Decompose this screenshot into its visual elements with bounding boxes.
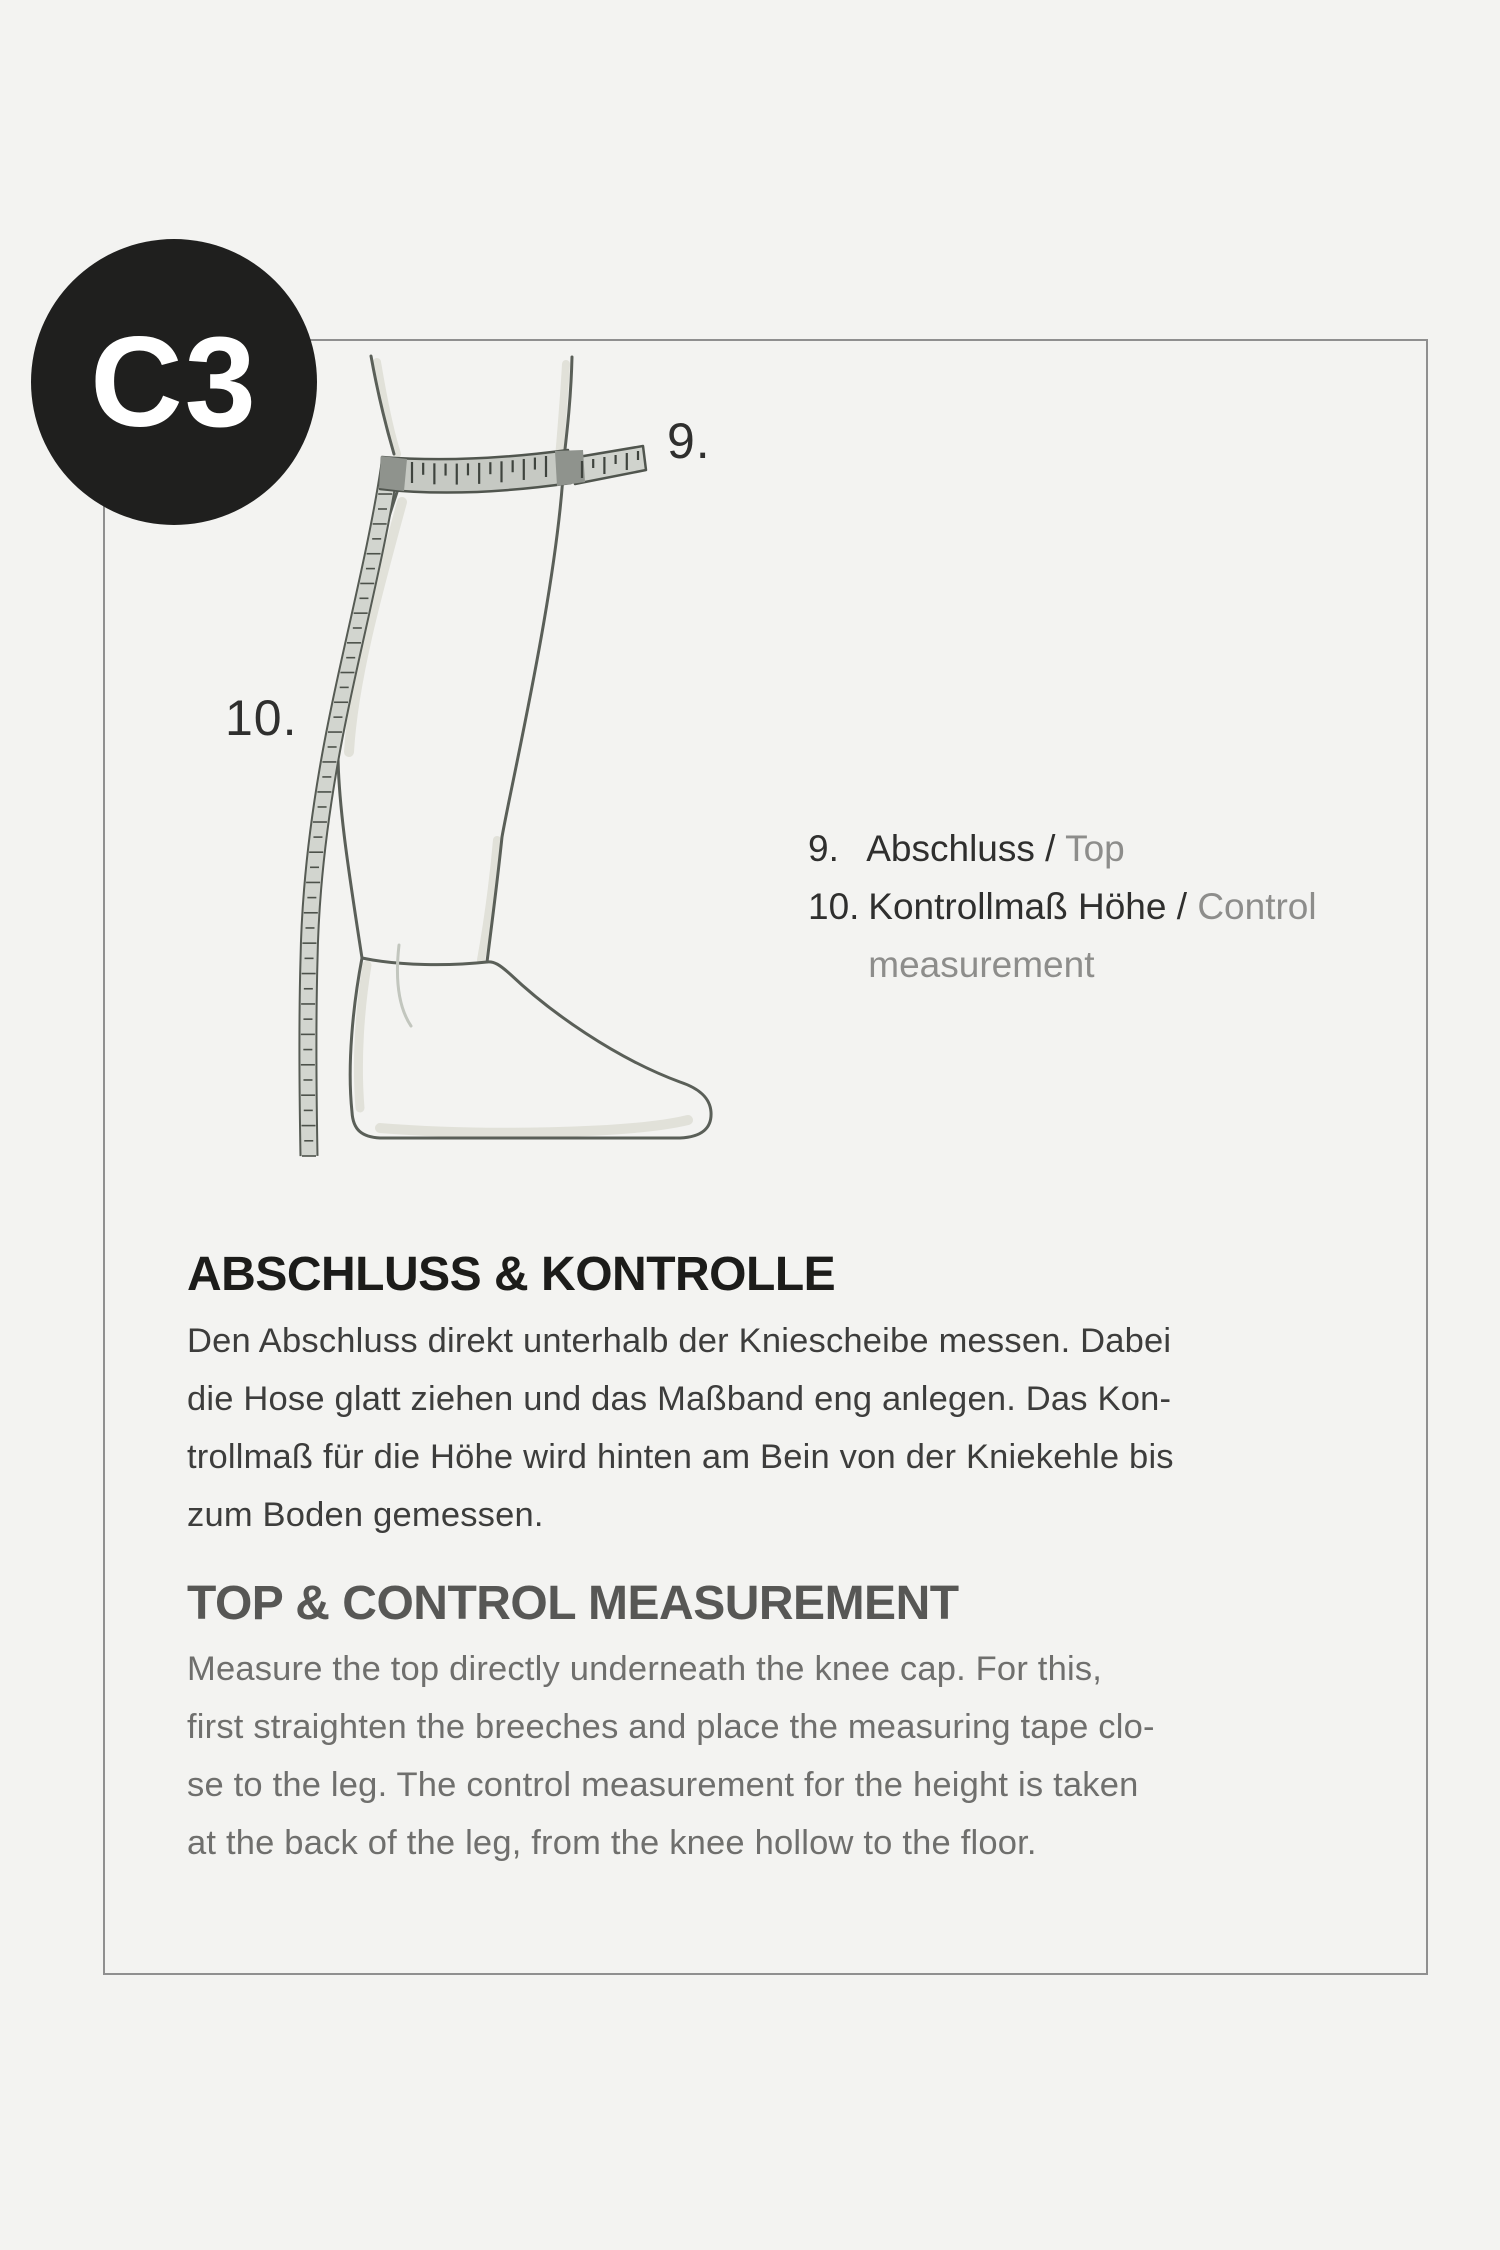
german-paragraph	[187, 1312, 1367, 1544]
legend-item-10	[808, 878, 1317, 936]
legend-number: 10.	[808, 886, 860, 927]
ankle-bone-line	[398, 945, 412, 1026]
english-heading: TOP & CONTROL MEASUREMENT	[187, 1577, 959, 1630]
legend-label-de: Kontrollmaß Höhe /	[868, 886, 1188, 927]
legend-label-en-cont: measurement	[868, 944, 1095, 985]
foot-outline	[350, 958, 711, 1138]
german-line: zum Boden gemessen.	[187, 1496, 544, 1534]
legend-item-9	[808, 820, 1317, 878]
tape-dark-cap	[379, 456, 407, 491]
tape-band	[380, 450, 571, 493]
legend-number: 9.	[808, 828, 839, 869]
diagram-label-10: 10.	[225, 690, 298, 746]
german-heading: ABSCHLUSS & KONTROLLE	[187, 1248, 836, 1301]
english-line: Measure the top directly underneath the knee cap. For this,	[187, 1650, 1103, 1688]
german-line: Den Abschluss direkt unterhalb der Kniescheibe messen. Dabei	[187, 1322, 1172, 1360]
english-line: se to the leg. The control measurement for the height is taken	[187, 1766, 1139, 1804]
measurement-legend	[808, 820, 1317, 994]
shin-front-line	[487, 458, 564, 962]
step-badge-label: C3	[90, 310, 258, 454]
tape-dark-cross	[555, 450, 585, 486]
german-line: die Hose glatt ziehen und das Maßband eng anlegen. Das Kon-	[187, 1380, 1172, 1418]
ankle-line	[362, 958, 487, 965]
legend-label-en: Top	[1065, 828, 1125, 869]
legend-label-de: Abschluss /	[866, 828, 1056, 869]
english-paragraph	[187, 1640, 1367, 1872]
german-line: trollmaß für die Höhe wird hinten am Bein von der Kniekehle bis	[187, 1438, 1174, 1476]
legend-label-en: Control	[1197, 886, 1317, 927]
english-line: first straighten the breeches and place the measuring tape clo-	[187, 1708, 1155, 1746]
legend-item-10-continued	[808, 936, 1317, 994]
knee-tape-icon	[379, 446, 646, 493]
english-line: at the back of the leg, from the knee hollow to the floor.	[187, 1824, 1037, 1862]
leg-illustration	[250, 340, 810, 1170]
diagram-label-9: 9.	[667, 413, 711, 469]
